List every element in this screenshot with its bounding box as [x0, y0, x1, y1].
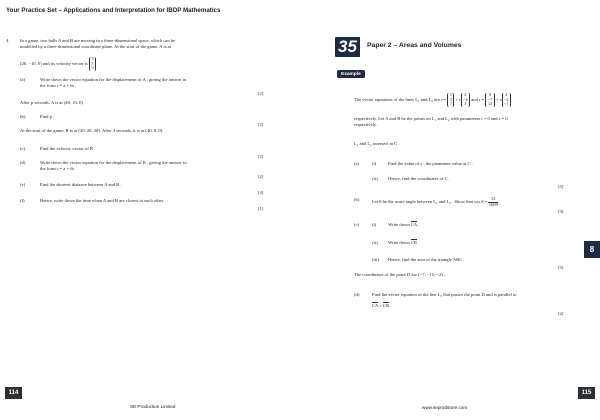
part-c-marks: [2] [258, 154, 264, 159]
start-position-line [20, 57, 96, 71]
part-d-line-1: Write down the vector equation for the displacement of B , giving the answer in [40, 160, 187, 165]
l1-point-vector: 1 3 7 [447, 93, 454, 107]
part-e-text: Find the shortest distance between A and B . [40, 182, 122, 187]
start-point: (20, −10, 0) [20, 60, 42, 66]
b-start-line: At the start of the game, B is at (20, 20, 20). After 4 seconds, it is at (40, 0, 0). [20, 128, 164, 133]
part-c-iii-text: Hence, find the area of the triangle ABC . [388, 257, 465, 262]
intro-line-1: In a game, two balls A and B are moving in a three-dimensional space, which can be [20, 38, 176, 43]
right-footer-text: www.seprodstore.com [422, 405, 468, 410]
running-header: Your Practice Set – Applications and Interpretation for IBDP Mathematics [6, 7, 221, 14]
part-d-vectors: CA × CB . [372, 303, 392, 308]
point-d-statement: The coordinates of the point D are (−7, −15, −2) . [354, 272, 446, 277]
chapter-title: Paper 2 – Areas and Volumes [367, 42, 462, 49]
part-d-marks-r: [2] [558, 311, 564, 316]
part-a-i-text: Find the value of s , the parameter value at C . [388, 161, 473, 166]
part-e-marks: [4] [258, 190, 264, 195]
part-b-text-r: Let θ be the acute angle between L₁ and L₂ . Show that cos θ = $\frac{13}{√609}$ [372, 196, 498, 207]
part-a-ii-text: Hence, find the coordinates of C . [388, 176, 450, 181]
l1-direction-vector: 2 −4 3 [461, 93, 470, 107]
part-a-line-2: the form r = a + tb . [40, 83, 77, 88]
vector-cb: CB [410, 240, 417, 245]
part-c-i-text: Write down CA . [388, 222, 420, 227]
part-a-marks: [2] [258, 91, 264, 96]
velocity-text: and its velocity vector is [41, 60, 89, 66]
respectively-line-1: respectively. Let A and B be the points on L₁ and L₂ with parameters t = 0 and s = 0 [354, 116, 508, 121]
part-f-text: Hence, write down the time when A and B are closest to each other. [40, 198, 165, 203]
l2-point-vector: 9 −7 12 [485, 93, 494, 107]
part-c-ii-text: Write down CB . [388, 240, 420, 245]
part-c-ii-label: (ii) [372, 240, 378, 245]
part-d-label: (d) [20, 160, 26, 165]
part-a-line-1: Write down the vector equation for the displacement of A , giving the answer in [40, 77, 187, 82]
part-b-marks: [2] [258, 122, 264, 127]
l2-direction-vector: 4 −2 −1 [502, 93, 511, 107]
question-number: 4. [6, 38, 10, 43]
part-d-text-r: Find the vector equation of the line L₃ that passes the point D and is parallel to [372, 292, 517, 297]
part-c-label: (c) [20, 146, 26, 151]
part-a-marks-r: [5] [558, 184, 564, 189]
part-f-marks: [1] [258, 206, 264, 211]
example-label: Example [337, 70, 365, 78]
part-e-label: (e) [20, 182, 26, 187]
left-footer-text: SE Production Limited [130, 404, 176, 409]
intro-line-2: modelled by a three-dimensional coordinate plane. At the start of the game, A is at [20, 44, 172, 49]
part-a-ii-label: (ii) [372, 176, 378, 181]
part-b-label: (b) [20, 114, 26, 119]
cos-fraction: $\frac{13}{√609}$ [488, 196, 498, 207]
left-page-number: 114 [5, 387, 22, 399]
part-c-label-r: (c) [354, 222, 360, 227]
part-f-label: (f) [20, 198, 25, 203]
part-c-text: Find the velocity vector of B . [40, 146, 96, 151]
right-page-number: 115 [578, 387, 595, 399]
part-c-i-label: (i) [372, 222, 377, 227]
chapter-side-tab: 8 [584, 241, 600, 258]
part-a-label-r: (a) [354, 161, 360, 166]
part-b-marks-r: [3] [558, 209, 564, 214]
part-c-marks-r: [5] [558, 265, 564, 270]
part-a-label: (a) [20, 77, 26, 82]
part-b-text: Find p . [40, 114, 55, 119]
badge-accent [359, 37, 364, 57]
part-d-line-2: the form r = a + tb . [40, 166, 77, 171]
velocity-vector: 5 5 0 [89, 57, 96, 71]
part-d-marks: [2] [258, 174, 264, 179]
chapter-number-badge: 35 [335, 37, 360, 57]
vector-ca: CA [410, 222, 417, 227]
part-c-iii-label: (iii) [372, 257, 379, 262]
respectively-line-2: respectively. [354, 122, 378, 127]
intersect-statement: L₁ and L₂ intersect at C . [354, 141, 400, 146]
part-a-i-label: (i) [372, 161, 377, 166]
line-equations: The vector equations of the lines L₁ and L₂ are r = 1 3 7 + t2 −4 3 and r = 9 −7 12 + s4 −2 −1 [354, 93, 511, 107]
part-d-label-r: (d) [354, 292, 360, 297]
after-p-seconds: After p seconds, A is at (40, 10, 0). [20, 100, 85, 105]
part-b-label-r: (b) [354, 197, 360, 202]
